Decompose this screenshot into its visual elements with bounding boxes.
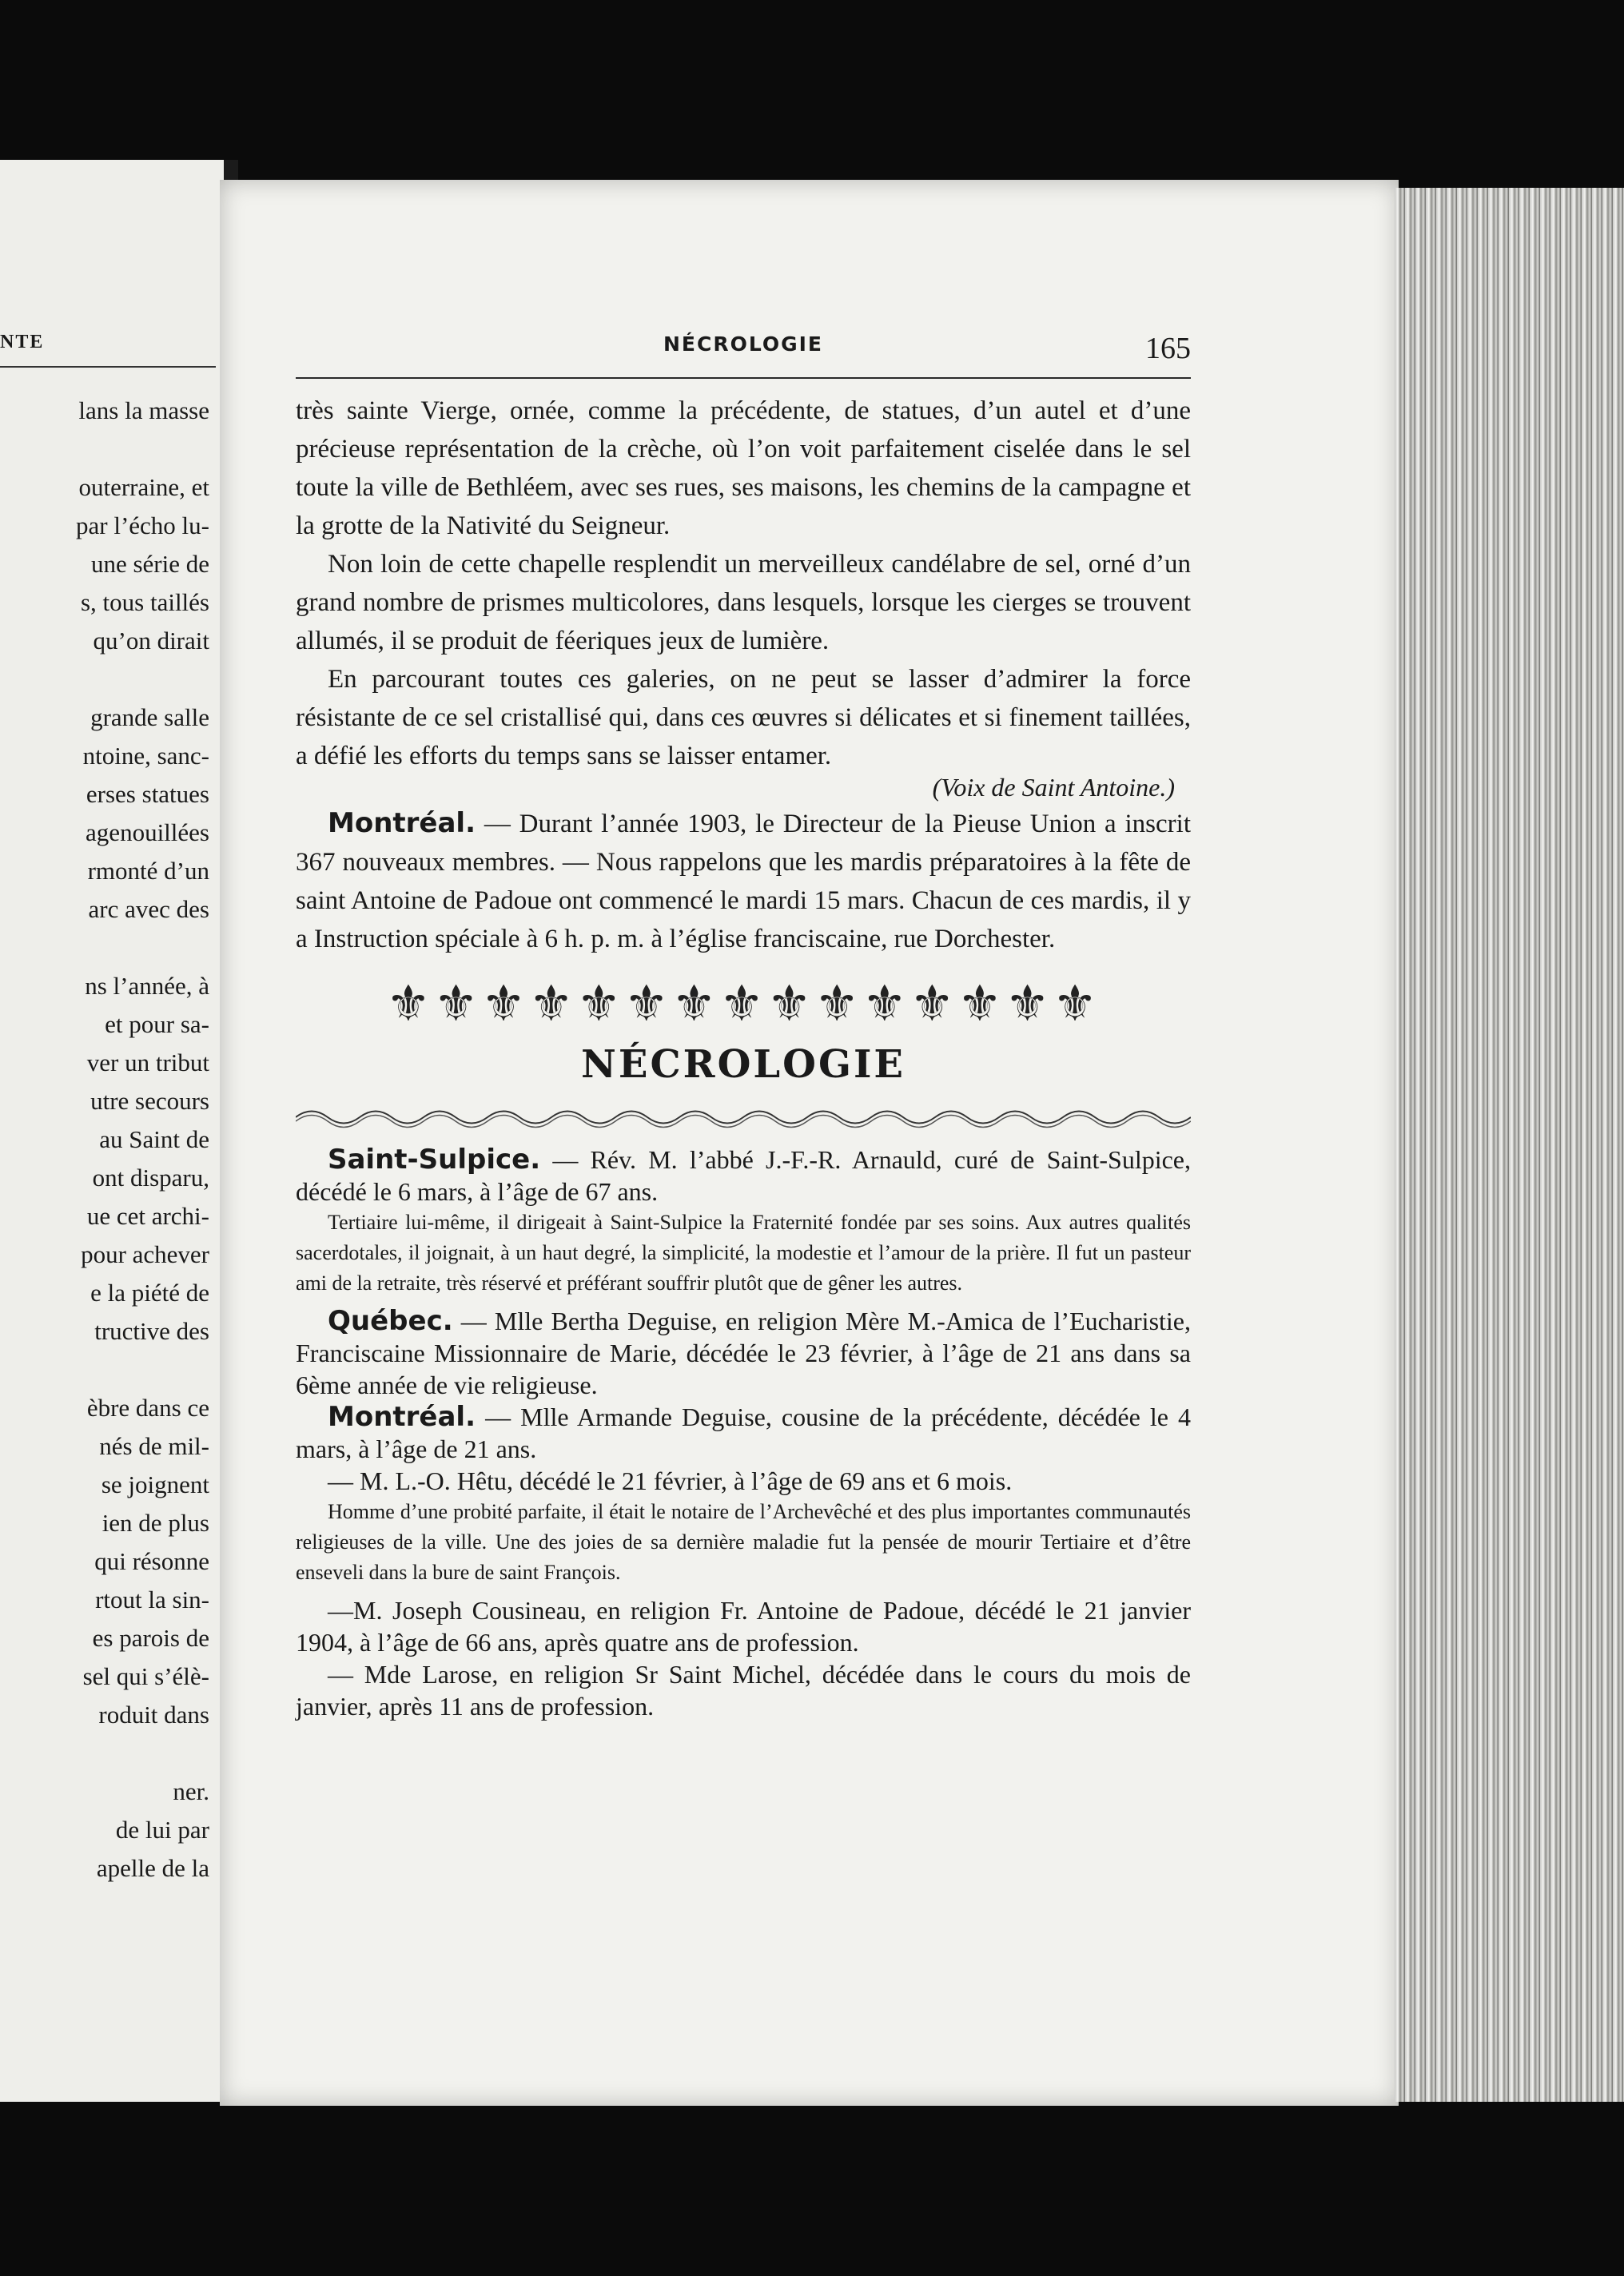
left-page-line: au Saint de [99, 1125, 209, 1153]
left-page-line: ner. [173, 1777, 209, 1805]
notice-3-text: — Mlle Armande Deguise, cousine de la précédente, décédée le 4 mars, à l’âge de 21 ans. [296, 1403, 1191, 1463]
left-page-line: lans la masse [78, 396, 209, 424]
left-page-text [2, 392, 209, 1888]
left-page-line: arc avec des [88, 895, 209, 923]
left-page-line: ont disparu, [92, 1164, 209, 1192]
section-title: NÉCROLOGIE [581, 1042, 906, 1087]
left-page-line: apelle de la [96, 1854, 209, 1882]
notice-quebec [296, 1305, 1191, 1401]
left-page-line: grande salle [90, 703, 209, 731]
notice-1-note: Tertiaire lui-même, il dirigeait à Saint-Sulpice la Fraternité fondée par ses soins. Aux autres qualités sacerdotales, il joignait, à un haut degré, la simplicité, la modestie et l’amour de la prière. Il fut un pasteur ami de la retraite, très réservé et préférant souffrir plutôt que de gêner les autres. [296, 1211, 1191, 1295]
notice-montreal [296, 1401, 1191, 1465]
left-page-line: ver un tribut [86, 1048, 209, 1076]
notice-saint-sulpice [296, 1144, 1191, 1208]
paragraph-1: très sainte Vierge, ornée, comme la précédente, de statues, d’un autel et d’une précieuse représentation de la crèche, où l’on voit parfaitement ciselée dans le sel toute la ville de Bethléem, avec ses rues, ses maisons, les chemins de la campagne et la grotte de la Nativité du Seigneur. [296, 396, 1191, 540]
left-page-line: roduit dans [98, 1701, 209, 1729]
left-page-line: et pour sa- [105, 1010, 209, 1038]
left-page-line: outerraine, et [78, 473, 209, 501]
paragraph-3: En parcourant toutes ces galeries, on ne peut se lasser d’admirer la force résistante de ce sel cristallisé qui, dans ces œuvres si délicates et si finement taillées, a défié les efforts du temps sans se laisser entamer. [296, 665, 1191, 770]
left-page-line: es parois de [92, 1624, 209, 1652]
notice-1-text: — Rév. M. l’abbé J.-F.-R. Arnauld, curé de Saint-Sulpice, décédé le 6 mars, à l’âge de 67 ans. [296, 1145, 1191, 1206]
left-page-line: tructive des [94, 1317, 209, 1345]
notice-larose: — Mde Larose, en religion Sr Saint Michel, décédée dans le cours du mois de janvier, après 11 ans de profession. [296, 1660, 1191, 1721]
running-head [296, 329, 1191, 379]
left-page-line: agenouillées [86, 818, 209, 846]
left-page-rule [0, 366, 216, 368]
left-page-line: par l’écho lu- [76, 511, 209, 539]
left-page-line [2, 430, 209, 468]
left-page-line: sel qui s’élè- [82, 1662, 209, 1690]
paragraph-4-text: — Durant l’année 1903, le Directeur de la Pieuse Union a inscrit 367 nouveaux membres. — Nous rappelons que les mardis préparatoires à la fête de saint Antoine de Padoue ont commencé le mardi 15 mars. Chacun de ces mardis, il y a Instruction spéciale à 6 h. p. m. à l’église franciscaine, rue Dorchester. [296, 810, 1191, 953]
paragraph-3-source: (Voix de Saint Antoine.) [932, 773, 1175, 802]
left-page-line: ntoine, sanc- [82, 742, 209, 770]
left-page-line: e la piété de [90, 1279, 209, 1307]
left-page-line [2, 1734, 209, 1773]
left-page-line: se joignent [101, 1470, 209, 1498]
left-page-header: NTE [0, 332, 45, 352]
notice-cousineau: —M. Joseph Cousineau, en religion Fr. Antoine de Padoue, décédé le 21 janvier 1904, à l’âge de 66 ans, après quatre ans de profession. [296, 1596, 1191, 1657]
left-page-line: pour achever [81, 1240, 209, 1268]
left-page-line: nés de mil- [99, 1432, 209, 1460]
place-quebec: Québec. [328, 1305, 453, 1337]
left-page-line: une série de [90, 550, 209, 578]
place-montreal: Montréal. [328, 807, 476, 839]
running-title: NÉCROLOGIE [663, 332, 824, 356]
notice-2-text: — Mlle Bertha Deguise, en religion Mère M.-Amica de l’Eucharistie, Franciscaine Missionnaire de Marie, décédée le 23 février, à l’âge de 21 ans dans sa 6ème année de vie religieuse. [296, 1307, 1191, 1399]
left-page-line: utre secours [90, 1087, 209, 1115]
left-page-line: ue cet archi- [86, 1202, 209, 1230]
left-page-line: rmonté d’un [87, 857, 209, 885]
left-page-line: s, tous taillés [80, 588, 209, 616]
left-page-line: qu’on dirait [93, 627, 209, 655]
book-page-edges [1395, 188, 1624, 2102]
paragraph-4 [296, 804, 1191, 958]
left-page-line [2, 929, 209, 967]
left-page-line: ien de plus [102, 1509, 209, 1537]
place-saint-sulpice: Saint-Sulpice. [328, 1144, 541, 1176]
left-page-line: èbre dans ce [86, 1394, 209, 1422]
left-page-line: de lui par [115, 1816, 209, 1844]
page-body [296, 392, 1191, 1722]
page-number: 165 [1145, 332, 1191, 365]
left-page-line [2, 1351, 209, 1389]
wave-divider [296, 1105, 1191, 1129]
fleur-de-lis-ornament: ⚜⚜⚜⚜⚜⚜⚜⚜⚜⚜⚜⚜⚜⚜⚜ [386, 977, 1101, 1032]
notice-4-note: Homme d’une probité parfaite, il était le notaire de l’Archevêché et des plus importantes communautés religieuses de la ville. Une des joies de sa dernière maladie fut la pensée de mourir Tertiaire et d’être enseveli dans la bure de saint François. [296, 1500, 1191, 1584]
left-page-line: qui résonne [94, 1547, 209, 1575]
notice-hetu: — M. L.-O. Hêtu, décédé le 21 février, à l’âge de 69 ans et 6 mois. [328, 1466, 1013, 1495]
left-page-line: rtout la sin- [95, 1586, 209, 1613]
left-page [0, 160, 238, 2102]
paragraph-2: Non loin de cette chapelle resplendit un merveilleux candélabre de sel, orné d’un grand nombre de prismes multicolores, dans lesquels, lorsque les cierges se trouvent allumés, il se produit de féeriques jeux de lumière. [296, 550, 1191, 655]
left-page-line: ns l’année, à [85, 972, 209, 1000]
place-montreal-2: Montréal. [328, 1401, 476, 1433]
left-page-line: erses statues [86, 780, 209, 808]
left-page-line [2, 660, 209, 698]
